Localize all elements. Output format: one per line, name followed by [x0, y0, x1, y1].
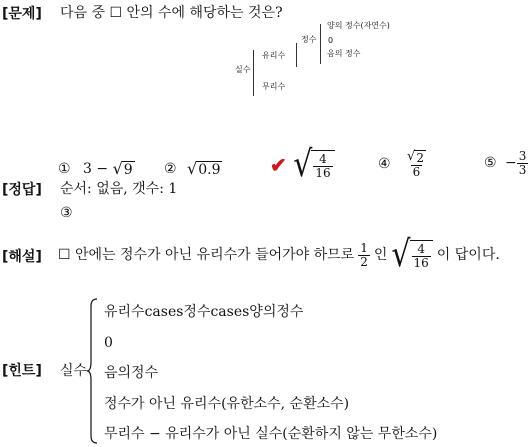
choice-2[interactable]: ② √ 0.9 [164, 159, 221, 178]
answer-tag: [정답] [2, 182, 42, 198]
tree-brace-rational [296, 43, 297, 67]
answer-line-1: 순서: 없음, 갯수: 1 [60, 181, 178, 197]
explanation-pre: ☐ 안에는 정수가 아닌 유리수가 들어가야 하므로 [58, 247, 355, 263]
explanation-frac-num: 4 [417, 241, 425, 256]
choice-1-radicand: 9 [123, 162, 133, 178]
explanation-frac-den: 16 [413, 255, 429, 270]
explanation-tag: [해설] [2, 249, 42, 265]
choice-1[interactable]: ① 3 − √ 9 [58, 159, 133, 178]
choice-2-number: ② [164, 161, 177, 177]
tree-integer: 정수 [301, 35, 317, 44]
choice-3-numerator: 4 [319, 151, 327, 166]
choice-3[interactable]: ✔ √ $\frac{4}{16}$ [270, 150, 335, 180]
tree-real: 실수 [235, 65, 251, 74]
choice-2-radicand: 0.9 [198, 162, 221, 178]
choice-4[interactable]: ④ √ 2 6 [378, 149, 424, 179]
tree-irrational: 무리수 [262, 82, 286, 91]
tree-zero: 0 [328, 36, 334, 45]
tree-brace-real [253, 50, 259, 96]
choice-5-numerator: 3 [518, 149, 527, 163]
hint-tag: [힌트] [2, 363, 42, 379]
explanation-post: 이 답이다. [436, 247, 500, 263]
choice-5-sign: − [505, 155, 517, 172]
explanation-half-num: 1 [360, 240, 368, 255]
answer-line-2: ③ [60, 205, 73, 221]
explanation-mid: 인 [373, 247, 388, 263]
choice-4-radicand: 2 [416, 151, 424, 165]
hint-line-1: 유리수cases정수cases양의정수 [104, 304, 304, 320]
explanation-text: ☐ 안에는 정수가 아닌 유리수가 들어가야 하므로 $\frac{1}{2}$ 인 √ $\frac{4}{16}$ 이 답이다. [58, 233, 500, 276]
choice-5[interactable] [484, 150, 528, 176]
question-tag: [문제] [2, 6, 42, 22]
choice-1-number: ① [58, 161, 71, 177]
check-mark-icon: ✔ [270, 153, 287, 177]
choice-3-denominator: 16 [315, 165, 331, 180]
tree-positive-int: 양의 정수(자연수) [327, 21, 390, 30]
hint-label: 실수 [60, 363, 88, 379]
hint-line-4: 정수가 아닌 유리수(유한소수, 순환소수) [104, 396, 350, 412]
choice-1-expr: 3 − [83, 161, 113, 177]
tree-brace-integer [320, 24, 321, 64]
choice-4-number: ④ [378, 156, 391, 173]
choice-4-denominator: 6 [412, 164, 421, 179]
explanation-half-den: 2 [360, 254, 368, 269]
tree-rational: 유리수 [262, 51, 286, 60]
choice-5-number: ⑤ [484, 155, 497, 172]
hint-line-3: 음의정수 [104, 365, 159, 381]
hint-line-2: 0 [104, 335, 113, 351]
hint-brace-icon [86, 298, 98, 444]
tree-negative-int: 음의 정수 [327, 49, 361, 58]
hint-line-5: 무리수 − 유리수가 아닌 실수(순환하지 않는 무한소수) [104, 426, 438, 442]
question-text: 다음 중 ☐ 안의 수에 해당하는 것은? [60, 5, 283, 21]
choice-5-denominator: 3 [518, 162, 527, 177]
